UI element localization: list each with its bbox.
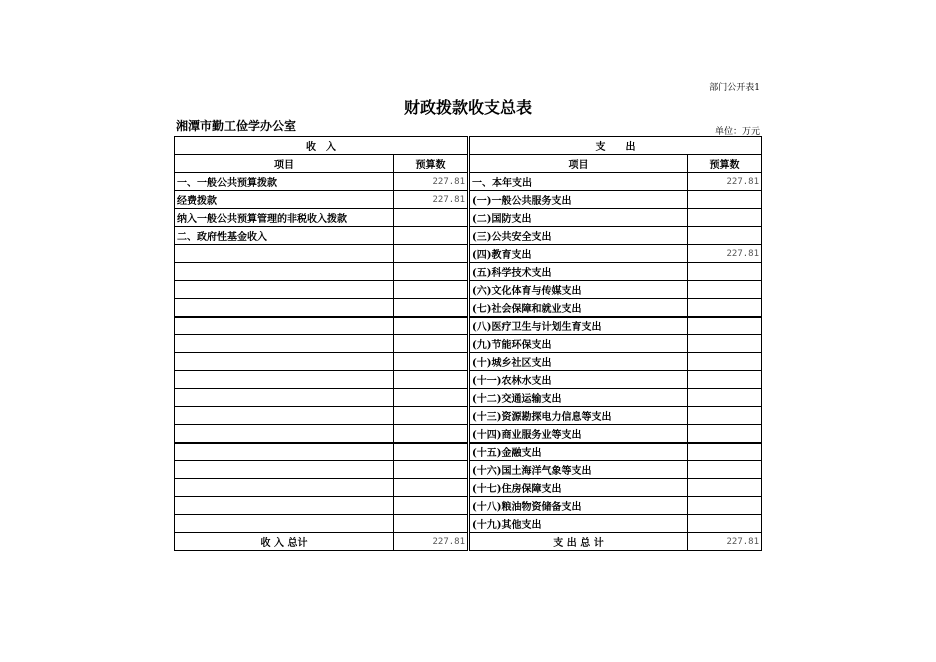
income-total-label: 收 入 总计 [175,533,394,551]
expense-item-cell: (十六)国土海洋气象等支出 [470,461,688,479]
income-item-cell [175,353,394,371]
expense-budget-cell [688,353,762,371]
income-budget-cell [394,317,468,335]
table-row [175,227,762,245]
budget-table [174,136,762,551]
income-item-cell [175,389,394,407]
expense-budget-cell [688,479,762,497]
organization-name: 湘潭市勤工俭学办公室 [176,119,297,133]
table-row [175,209,762,227]
expense-item-cell: (十五)金融支出 [470,443,688,461]
expense-budget-cell [688,389,762,407]
expense-item-cell: (十)城乡社区支出 [470,353,688,371]
expense-item-cell: (十一)农林水支出 [470,371,688,389]
expense-item-cell: (十三)资源勘探电力信息等支出 [470,407,688,425]
income-item-cell: 纳入一般公共预算管理的非税收入拨款 [175,209,394,227]
expense-budget-cell [688,281,762,299]
income-budget-cell [394,497,468,515]
income-budget-cell [394,479,468,497]
expense-budget-cell [688,227,762,245]
table-row [175,515,762,533]
income-budget-cell [394,353,468,371]
expense-item-cell: (七)社会保障和就业支出 [470,299,688,317]
income-budget-cell [394,335,468,353]
expense-budget-cell [688,317,762,335]
income-total-value: 227.81 [394,533,468,551]
income-item-cell [175,263,394,281]
expense-total-label: 支 出 总 计 [470,533,688,551]
expense-item-cell: (十八)粮油物资储备支出 [470,497,688,515]
expense-budget-cell [688,461,762,479]
table-row [175,173,762,191]
expense-item-cell: (八)医疗卫生与计划生育支出 [470,317,688,335]
expense-total-value: 227.81 [688,533,762,551]
table-row [175,335,762,353]
section-header-row [175,137,762,155]
income-budget-header: 预算数 [394,155,468,173]
income-budget-cell [394,407,468,425]
expense-item-cell: (一)一般公共服务支出 [470,191,688,209]
income-item-cell [175,497,394,515]
expense-budget-cell [688,443,762,461]
expense-item-cell: (二)国防支出 [470,209,688,227]
expense-budget-cell [688,425,762,443]
income-item-header: 项目 [175,155,394,173]
income-item-cell [175,443,394,461]
expense-budget-cell [688,515,762,533]
income-item-cell: 一、一般公共预算拨款 [175,173,394,191]
table-row [175,479,762,497]
expense-item-cell: (十二)交通运输支出 [470,389,688,407]
income-item-cell: 二、政府性基金收入 [175,227,394,245]
income-budget-cell [394,371,468,389]
income-item-cell [175,461,394,479]
table-row [175,407,762,425]
income-budget-cell [394,389,468,407]
income-item-cell: 经费拨款 [175,191,394,209]
income-item-cell [175,479,394,497]
expense-budget-cell [688,263,762,281]
column-header-row [175,155,762,173]
income-budget-cell [394,515,468,533]
income-budget-cell [394,299,468,317]
expense-item-cell: (三)公共安全支出 [470,227,688,245]
income-budget-cell [394,443,468,461]
expense-item-header: 项目 [470,155,688,173]
expense-budget-cell [688,191,762,209]
expense-budget-cell [688,497,762,515]
expense-item-cell: (九)节能环保支出 [470,335,688,353]
expense-item-cell: (五)科学技术支出 [470,263,688,281]
expense-item-cell: (十四)商业服务业等支出 [470,425,688,443]
document-number: 部门公开表1 [709,83,760,93]
income-budget-cell [394,209,468,227]
table-row [175,497,762,515]
income-budget-cell [394,227,468,245]
table-row [175,281,762,299]
expense-budget-cell [688,209,762,227]
table-row [175,353,762,371]
expense-budget-cell [688,299,762,317]
income-item-cell [175,281,394,299]
income-budget-cell: 227.81 [394,173,468,191]
unit-label: 单位：万元 [714,127,760,137]
expense-item-cell: 一、本年支出 [470,173,688,191]
income-item-cell [175,407,394,425]
totals-row [175,533,762,551]
expense-budget-cell [688,335,762,353]
expense-budget-cell [688,371,762,389]
income-budget-cell [394,245,468,263]
income-item-cell [175,425,394,443]
income-item-cell [175,245,394,263]
income-item-cell [175,515,394,533]
expense-item-cell: (十九)其他支出 [470,515,688,533]
table-row [175,263,762,281]
expense-budget-cell: 227.81 [688,245,762,263]
table-row [175,371,762,389]
table-row [175,245,762,263]
income-item-cell [175,317,394,335]
income-item-cell [175,299,394,317]
income-budget-cell [394,461,468,479]
expense-section-header: 支 出 [470,137,762,155]
table-row [175,443,762,461]
table-row [175,425,762,443]
income-budget-cell [394,425,468,443]
income-budget-cell: 227.81 [394,191,468,209]
income-item-cell [175,371,394,389]
income-budget-cell [394,281,468,299]
income-item-cell [175,335,394,353]
expense-budget-cell [688,407,762,425]
table-row [175,191,762,209]
expense-item-cell: (四)教育支出 [470,245,688,263]
expense-budget-header: 预算数 [688,155,762,173]
table-row [175,317,762,335]
table-row [175,389,762,407]
income-section-header: 收 入 [175,137,468,155]
table-row [175,299,762,317]
table-row [175,461,762,479]
income-budget-cell [394,263,468,281]
expense-budget-cell: 227.81 [688,173,762,191]
page-title: 财政拨款收支总表 [403,98,532,117]
expense-item-cell: (十七)住房保障支出 [470,479,688,497]
expense-item-cell: (六)文化体育与传媒支出 [470,281,688,299]
